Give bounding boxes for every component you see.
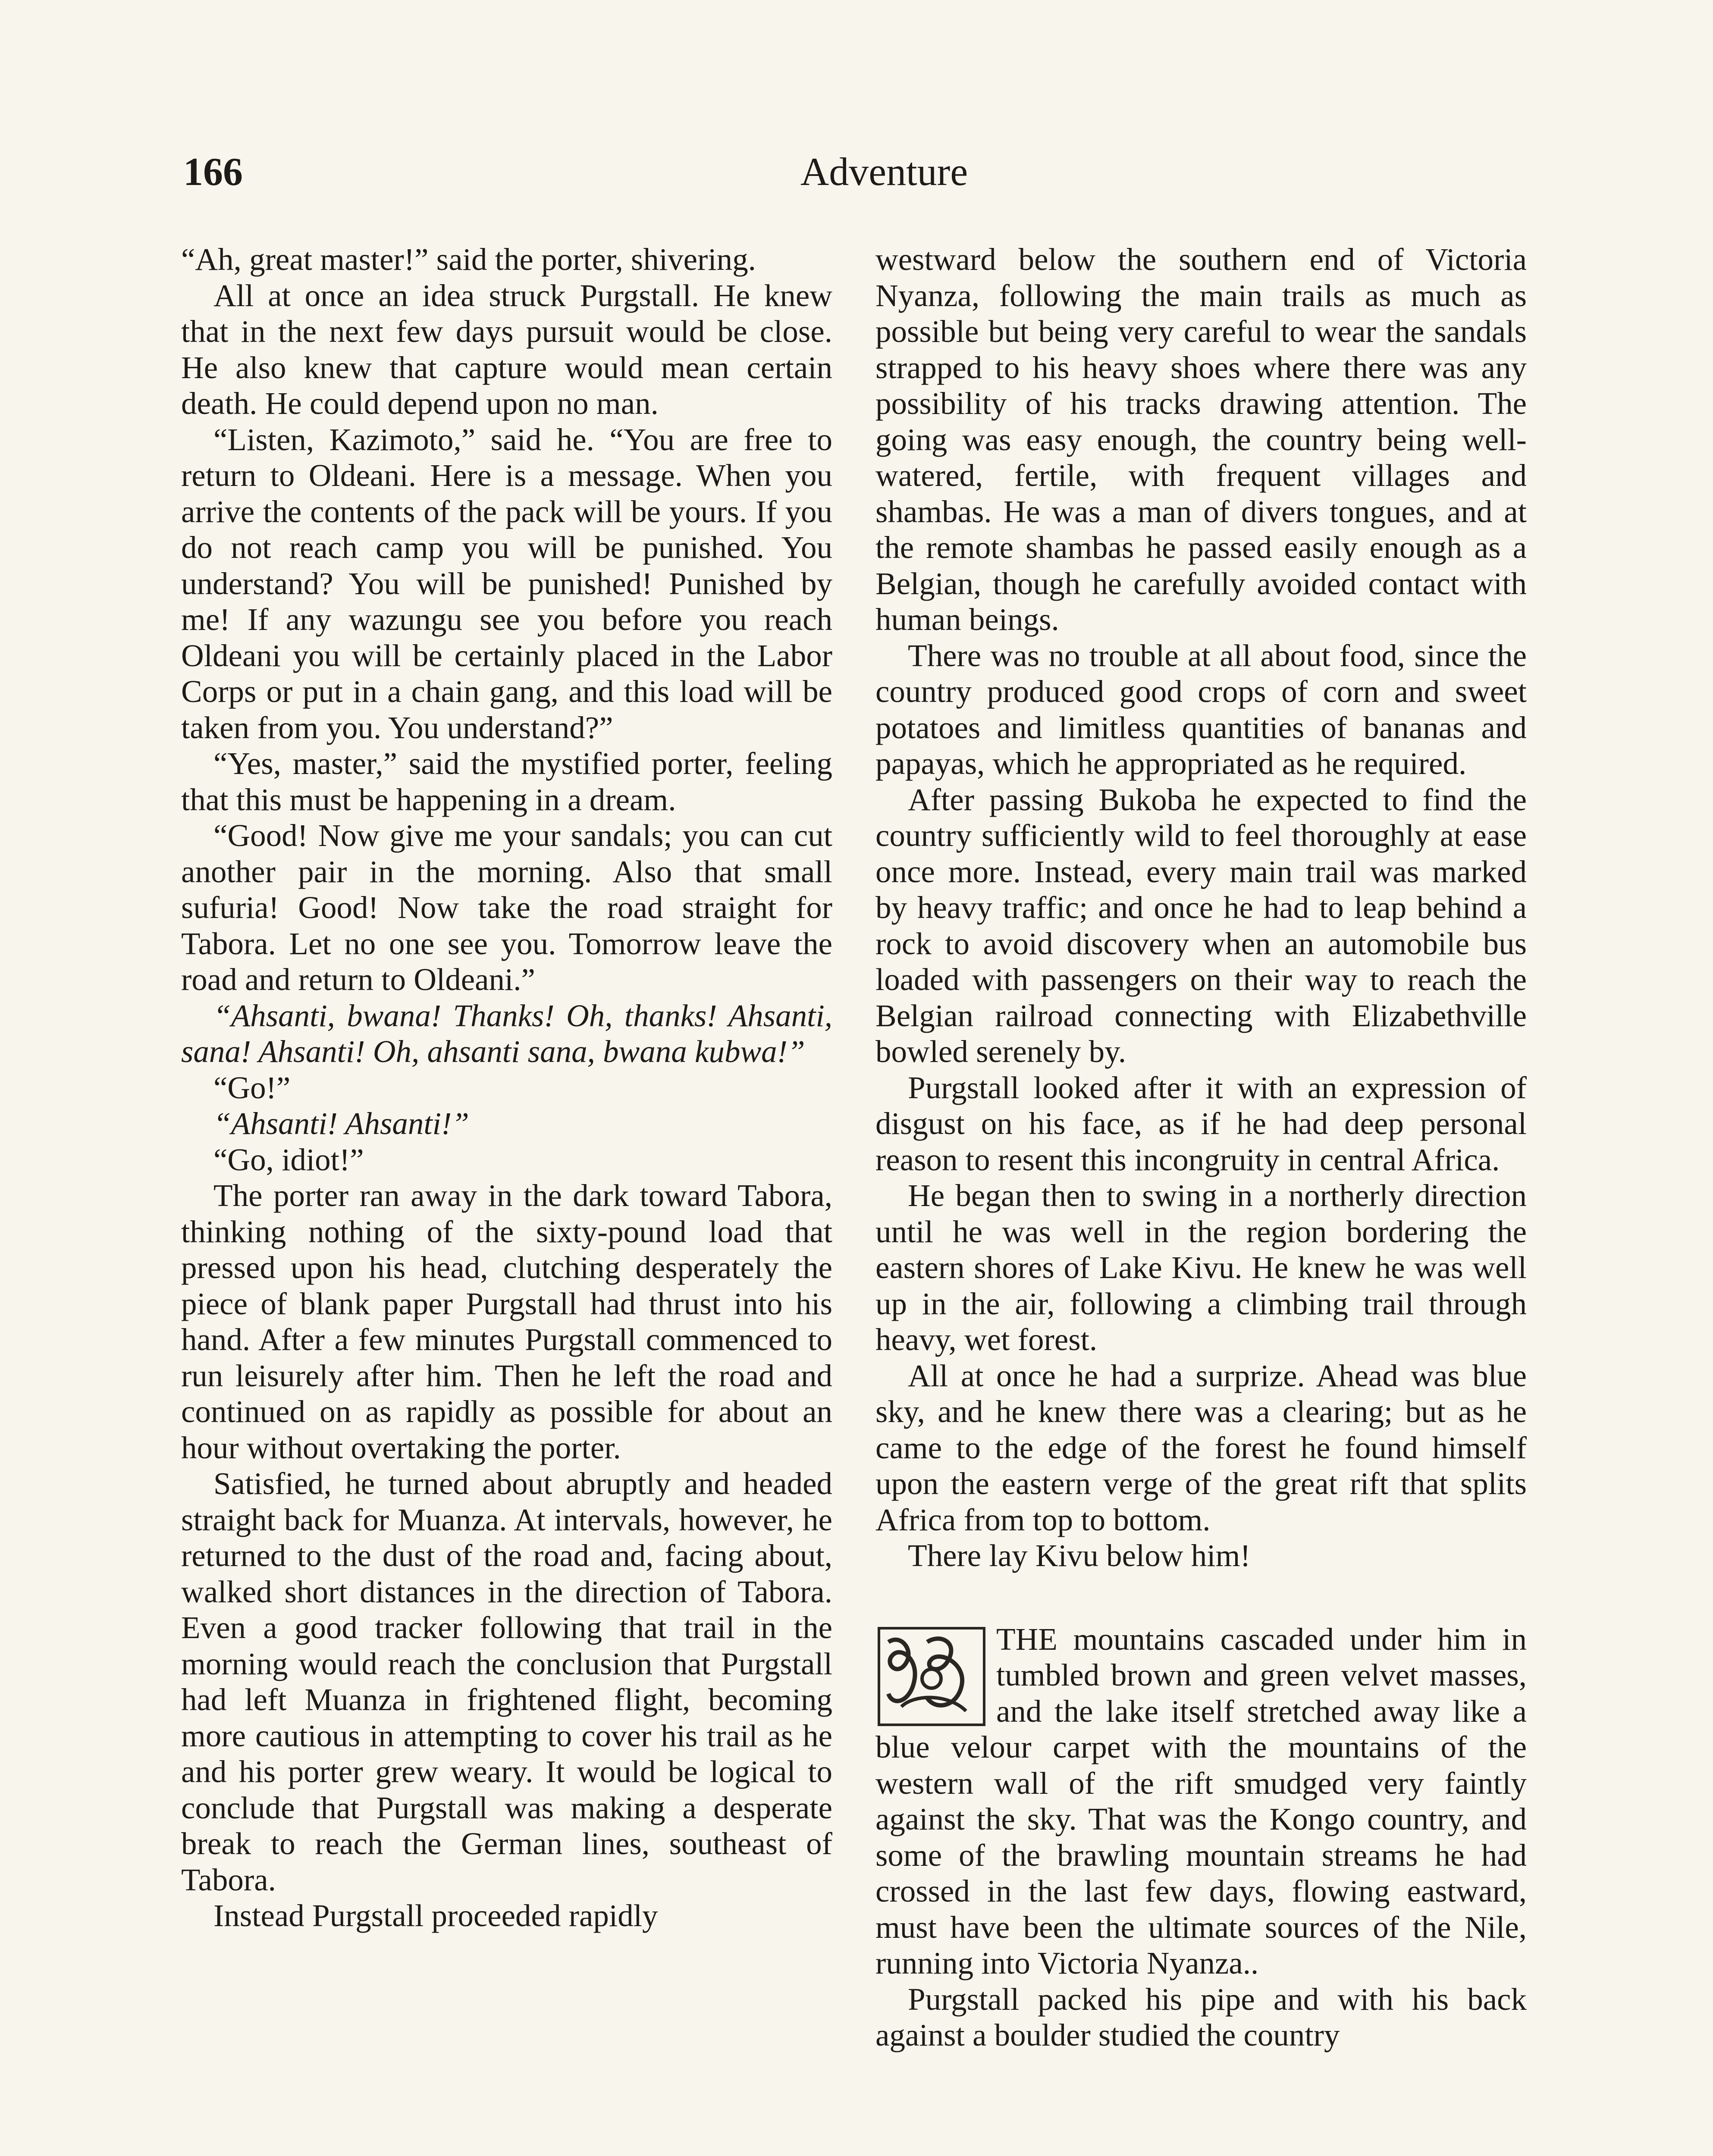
- section-opening-paragraph: [875, 1621, 1527, 1981]
- paragraph: Satisfied, he turned about abruptly and headed straight back for Muanza. At intervals, however, he returned to the dust of the road and, facing about, walked short distances in the direction of Tabora. Even a good tracker following that trail in the morning would reach the conclusion that Purgstall had left Muanza in frightened flight, becoming more cautious in attempting to cover his trail as he and his porter grew weary. It would be logical to conclude that Purgstall was making a desperate break to reach the German lines, southeast of Tabora.: [181, 1466, 832, 1897]
- paragraph: “Ahsanti! Ahsanti!”: [213, 1106, 469, 1141]
- right-column: [875, 241, 1527, 2053]
- paragraph: Instead Purgstall proceeded rapidly: [213, 1898, 658, 1933]
- paragraph: “Yes, master,” said the mystified porter, feeling that this must be happening in a dream.: [181, 746, 832, 817]
- paragraph: All at once an idea struck Purgstall. He knew that in the next few days pursuit would be close. He also knew that capture would mean certain death. He could depend upon no man.: [181, 278, 832, 421]
- paragraph: He began then to swing in a northerly direction until he was well in the region bordering the eastern shores of Lake Kivu. He knew he was well up in the air, following a climbing trail through heavy, wet forest.: [875, 1178, 1527, 1357]
- paragraph: Purgstall packed his pipe and with his back against a boulder studied the country: [875, 1981, 1527, 2053]
- paragraph: After passing Bukoba he expected to find the country sufficiently wild to feel thoroughly at ease once more. Instead, every main trail was marked by heavy traffic; and once he had to leap behind a rock to avoid discovery when an automobile bus loaded with passengers on their way to reach the Belgian railroad connecting with Elizabethville bowled serenely by.: [875, 782, 1527, 1069]
- paragraph: “Ahsanti, bwana! Thanks! Oh, thanks! Ahsanti, sana! Ahsanti! Oh, ahsanti sana, bwana kubwa!”: [181, 998, 832, 1069]
- paragraph: All at once he had a surprize. Ahead was blue sky, and he knew there was a clearing; but as he came to the edge of the forest he found himself upon the eastern verge of the great rift that splits Africa from top to bottom.: [875, 1358, 1527, 1537]
- page-number: 166: [183, 150, 243, 194]
- paragraph: The porter ran away in the dark toward Tabora, thinking nothing of the sixty-pound load that pressed upon his head, clutching desperately the piece of blank paper Purgstall had thrust into his hand. After a few minutes Purgstall commenced to run leisurely after him. Then he left the road and continued on as rapidly as possible for about an hour without overtaking the porter.: [181, 1178, 832, 1465]
- paragraph: “Good! Now give me your sandals; you can cut another pair in the morning. Also that small sufuria! Good! Now take the road straight for Tabora. Let no one see you. Tomorrow leave the road and return to Oldeani.”: [181, 818, 832, 997]
- paragraph: “Go, idiot!”: [213, 1142, 364, 1177]
- paragraph: “Listen, Kazimoto,” said he. “You are free to return to Oldeani. Here is a message. When you arrive the contents of the pack will be yours. If you do not reach camp you will be punished. You understand? You will be punished! Punished by me! If any wazungu see you before you reach Oldeani you will be certainly placed in the Labor Corps or put in a chain gang, and this load will be taken from you. You understand?”: [181, 422, 832, 745]
- paragraph: Purgstall looked after it with an expression of disgust on his face, as if he had deep personal reason to resent this incongruity in central Africa.: [875, 1070, 1527, 1177]
- paragraph: “Go!”: [213, 1070, 291, 1105]
- section-opening-text: THE mountains cascaded under him in tumbled brown and green velvet masses, and the lake itself stretched away like a blue velour carpet with the mountains of the western wall of the rift smudged very faintly against the sky. That was the Kongo country, and some of the brawling mountain streams he had crossed in the last few days, flowing eastward, must have been the ultimate sources of the Nile, running into Victoria Nyanza..: [875, 1621, 1527, 1981]
- paragraph: “Ah, great master!” said the porter, shivering.: [181, 242, 756, 277]
- left-column: [181, 241, 832, 1934]
- ornamental-drop-cap-icon: [875, 1625, 988, 1728]
- running-head: Adventure: [800, 150, 968, 194]
- paragraph: There lay Kivu below him!: [908, 1538, 1251, 1573]
- paragraph: westward below the southern end of Victoria Nyanza, following the main trails as much as possible but being very careful to wear the sandals strapped to his heavy shoes where there was any possibility of his tracks drawing attention. The going was easy enough, the country being well-watered, fertile, with frequent villages and shambas. He was a man of divers tongues, and at the remote shambas he passed easily enough as a Belgian, though he carefully avoided contact with human beings.: [875, 242, 1527, 637]
- paragraph: There was no trouble at all about food, since the country produced good crops of corn and sweet potatoes and limitless quantities of bananas and papayas, which he appropriated as he required.: [875, 638, 1527, 781]
